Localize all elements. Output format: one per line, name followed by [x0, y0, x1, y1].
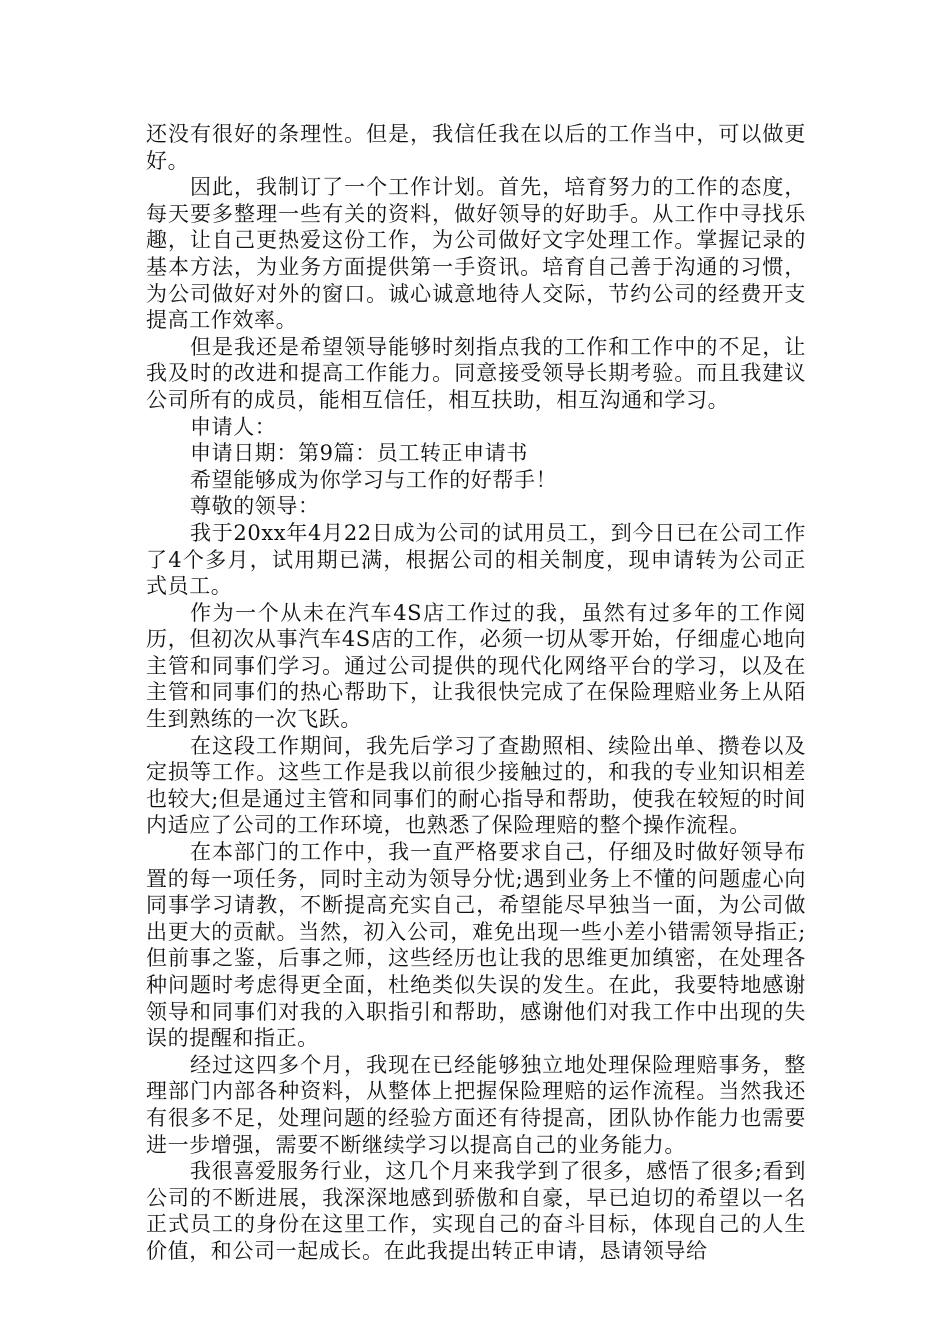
- helper-line: 希望能够成为你学习与工作的好帮手！: [190, 467, 558, 492]
- paragraph-4s-store: 作为一个从未在汽车4S店工作过的我，虽然有过多年的工作阅历，但初次从事汽车4S店的工作，必须一切从零开始，仔细虚心地向主管和同事们学习。通过公司提供的现代化网络平台的学习，以及在主管和同事们的热心帮助下，让我很快完成了在保险理赔业务上从陌生到熟练的一次飞跃。: [146, 600, 806, 732]
- applicant-line: 申请人：: [190, 414, 277, 439]
- paragraph-work-plan: 因此，我制订了一个工作计划。首先，培育努力的工作的态度，每天要多整理一些有关的资料，做好领导的好助手。从工作中寻找乐趣，让自己更热爱这份工作，为公司做好文字处理工作。掌握记录的基本方法，为业务方面提供第一手资讯。培育自己善于沟通的习惯，为公司做好对外的窗口。诚心诚意地待人交际，节约公司的经费开支提高工作效率。: [146, 175, 806, 333]
- paragraph-trial-period: 我于20xx年4月22日成为公司的试用员工，到今日已在公司工作了4个多月，试用期已满，根据公司的相关制度，现申请转为公司正式员工。: [146, 520, 806, 599]
- paragraph-hope-guidance: 但是我还是希望领导能够时刻指点我的工作和工作中的不足，让我及时的改进和提高工作能力。同意接受领导长期考验。而且我建议公司所有的成员，能相互信任，相互扶助，相互沟通和学习。: [146, 334, 806, 412]
- paragraph-work-learning: 在这段工作期间，我先后学习了查勘照相、续险出单、攒卷以及定损等工作。这些工作是我以前很少接触过的，和我的专业知识相差也较大;但是通过主管和同事们的耐心指导和帮助，使我在较短的时间内适应了公司的工作环境，也熟悉了保险理赔的整个操作流程。: [146, 733, 806, 838]
- paragraph-1: 还没有很好的条理性。但是，我信任我在以后的工作当中，可以做更好。: [146, 122, 806, 173]
- paragraph-progress: 经过这四多个月，我现在已经能够独立地处理保险理赔事务，整理部门内部各种资料，从整体上把握保险理赔的运作流程。当然我还有很多不足，处理问题的经验方面还有待提高，团队协作能力也需要进一步增强，需要不断继续学习以提高自己的业务能力。: [146, 1052, 806, 1157]
- paragraph-closing: 我很喜爱服务行业，这几个月来我学到了很多，感悟了很多;看到公司的不断进展，我深深地感到骄傲和自豪，早已迫切的希望以一名正式员工的身份在这里工作，实现自己的奋斗目标，体现自己的人生价值，和公司一起成长。在此我提出转正申请，恳请领导给: [146, 1159, 806, 1263]
- salutation: 尊敬的领导：: [190, 494, 320, 519]
- paragraph-department-work: 在本部门的工作中，我一直严格要求自己，仔细及时做好领导布置的每一项任务，同时主动为领导分忧;遇到业务上不懂的问题虚心向同事学习请教，不断提高充实自己，希望能尽早独当一面，为公司做出更大的贡献。当然，初入公司，难免出现一些小差小错需领导指正;但前事之鉴，后事之师，这些经历也让我的思维更加缜密，在处理各种问题时考虑得更全面，杜绝类似失误的发生。在此，我要特地感谢领导和同事们对我的入职指引和帮助，感谢他们对我工作中出现的失误的提醒和指正。: [146, 840, 806, 1051]
- document-body: [146, 121, 806, 1265]
- application-date-line: 申请日期：第9篇：员工转正申请书: [190, 441, 528, 466]
